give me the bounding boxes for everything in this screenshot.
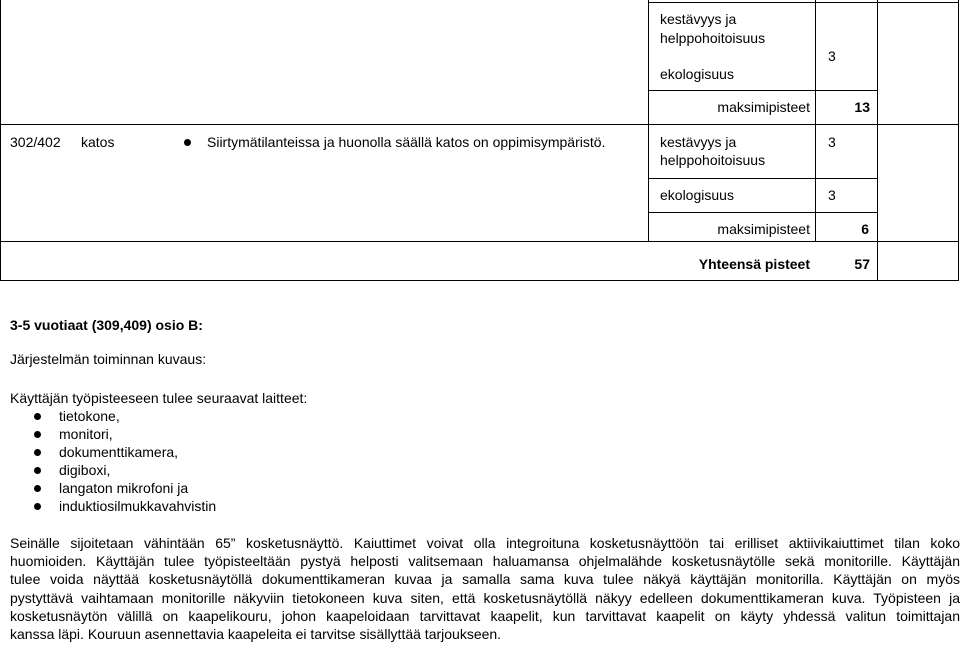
- points-value: 3: [828, 134, 836, 150]
- bullet-icon: [34, 431, 41, 438]
- grid-line: [648, 0, 649, 241]
- grid-line: [648, 90, 878, 91]
- paragraph-line: huomioiden. Käyttäjän tulee työpisteeltään pystyä helposti valitsemaan haluamansa ohjelmalähde kosketusnäytölle sekä monitorille. Käyttäjän: [10, 553, 960, 569]
- bullet-icon: [34, 503, 41, 510]
- max-points-value: 6: [861, 221, 869, 237]
- grid-line: [958, 0, 959, 280]
- grid-line: [0, 0, 1, 280]
- max-points-label: maksimipisteet: [717, 99, 810, 115]
- paragraph-line: pystyttävä vaihtamaan monitorille näkyviin tietokoneen kuva siten, että kosketusnäytöllä näkyy edelleen dokumenttikameran kuva. Työpisteen ja: [10, 590, 960, 606]
- list-item: induktiosilmukkavahvistin: [59, 498, 217, 514]
- list-item: digiboxi,: [59, 462, 111, 478]
- grid-line: [877, 0, 878, 280]
- grid-line: [648, 178, 878, 179]
- item-description: Siirtymätilanteissa ja huonolla säällä katos on oppimisympäristö.: [207, 134, 606, 150]
- grid-line: [815, 0, 816, 241]
- list-item: dokumenttikamera,: [59, 444, 179, 460]
- grid-line: [0, 124, 959, 125]
- grid-line: [0, 241, 959, 242]
- bullet-icon: [184, 139, 191, 146]
- list-item: tietokone,: [59, 408, 120, 424]
- criterion-text: ekologisuus: [660, 66, 734, 82]
- grid-line: [648, 2, 959, 3]
- paragraph-line: tulee voida näyttää kosketusnäytöllä dokumenttikameran kuvaa ja samalla sama kuva tulee näkyä käyttäjän monitorilla. Käyttäjän on myös: [10, 571, 960, 587]
- max-points-value: 13: [854, 99, 870, 115]
- paragraph-line: kanssa läpi. Kouruun asennettavia kaapeleita ei tarvitse sisällyttää tarjoukseen.: [10, 626, 502, 642]
- total-label: Yhteensä pisteet: [698, 256, 810, 272]
- points-value: 3: [828, 187, 836, 203]
- criterion-text: ekologisuus: [660, 187, 734, 203]
- criterion-text: kestävyys ja: [660, 134, 737, 150]
- paragraph-line: Seinälle sijoitetaan vähintään 65” kosketusnäyttö. Kaiuttimet voivat olla integroituna kosketusnäyttöön tai erilliset aktiivikaiuttimet tilan koko: [10, 535, 960, 551]
- grid-line: [648, 212, 878, 213]
- criterion-text: kestävyys ja: [660, 11, 737, 27]
- bullet-icon: [34, 467, 41, 474]
- bullet-icon: [34, 413, 41, 420]
- criterion-text: helppohoitoisuus: [660, 152, 766, 168]
- list-item: langaton mikrofoni ja: [59, 480, 189, 496]
- section-subheading: Järjestelmän toiminnan kuvaus:: [10, 351, 207, 367]
- paragraph-line: kosketusnäytön välillä on kaapelikouru, johon kaapeloidaan tarvittavat kaapelit, kun tarvittavat kaapelit on käyty yhdessä valitun toimittajan: [10, 608, 960, 624]
- section-heading: 3-5 vuotiaat (309,409) osio B:: [10, 317, 203, 333]
- points-value: 3: [828, 48, 836, 64]
- criterion-text: helppohoitoisuus: [660, 30, 766, 46]
- list-item: monitori,: [59, 426, 113, 442]
- list-intro: Käyttäjän työpisteeseen tulee seuraavat laitteet:: [10, 390, 308, 406]
- bullet-icon: [34, 449, 41, 456]
- total-value: 57: [854, 256, 870, 272]
- grid-line: [0, 280, 959, 281]
- item-code: 302/402: [10, 134, 61, 150]
- bullet-icon: [34, 485, 41, 492]
- max-points-label: maksimipisteet: [717, 221, 810, 237]
- item-name: katos: [81, 134, 115, 150]
